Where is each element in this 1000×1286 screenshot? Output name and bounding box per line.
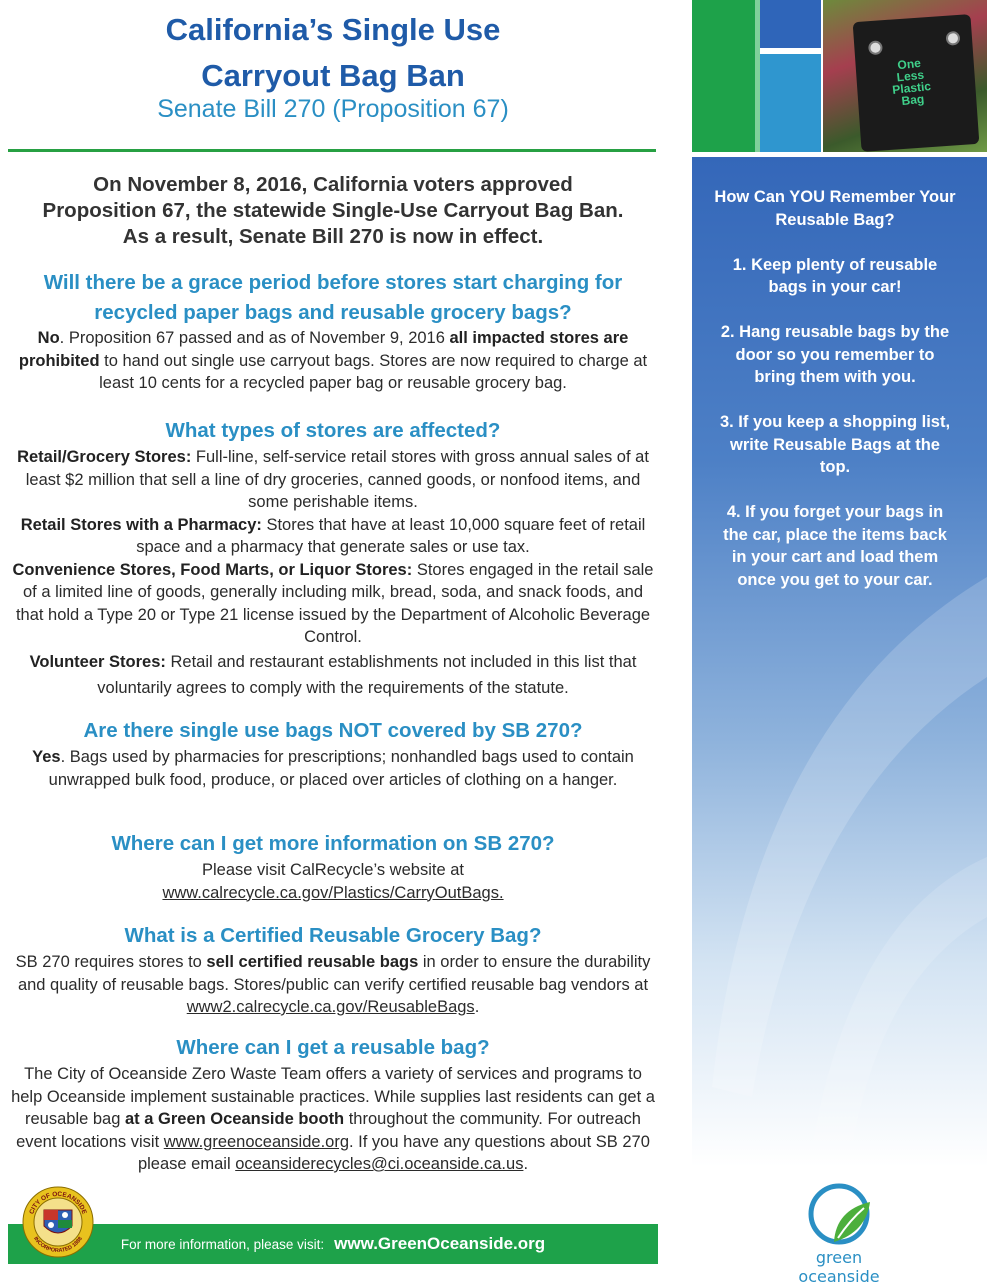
section-heading <box>8 268 658 328</box>
heading-line: Will there be a grace period before stores start charging for <box>43 271 623 294</box>
body-text: to hand out single use carryout bags. Stores are now required to charge at least 10 cents for a recycled paper bag or reusable grocery bag. <box>99 351 648 392</box>
body-text: . Proposition 67 passed and as of November 9, 2016 <box>59 329 450 347</box>
body-text: . If you have any questions about SB 270 please email <box>137 1132 650 1173</box>
store-type-text: Retail and restaurant establishments not included in this list that voluntarily agrees to comply with the requirements of the statute. <box>97 652 637 697</box>
blue-square <box>760 0 821 48</box>
section-heading: What is a Certified Reusable Grocery Bag? <box>124 924 542 947</box>
body-text: throughout the community. For outreach event locations visit <box>16 1110 641 1151</box>
intro-line: As a result, Senate Bill 270 is now in effect. <box>122 225 544 248</box>
store-type-label: Retail/Grocery Stores: <box>17 448 192 466</box>
store-type-label: Retail Stores with a Pharmacy: <box>20 515 262 534</box>
light-blue-square <box>760 54 821 152</box>
answer-bold: Yes <box>32 748 61 766</box>
city-seal-icon <box>22 1186 94 1258</box>
section-heading: Where can I get a reusable bag? <box>176 1036 490 1059</box>
section-not-covered <box>8 716 658 791</box>
green-oceanside-link[interactable]: www.greenoceanside.org <box>163 1132 350 1151</box>
section-store-types <box>8 416 658 701</box>
answer-bold: No <box>37 329 60 347</box>
body-text: . Bags used by pharmacies for prescriptions; nonhandled bags used to contain unwrapped bulk food, produce, or placed over articles of clothing on a hanger. <box>48 748 634 789</box>
bag-slogan: One Less Plastic Bag <box>891 55 932 109</box>
bag-grommet <box>868 40 883 55</box>
logo-text: green oceanside <box>798 1248 880 1286</box>
intro-line: On November 8, 2016, California voters approved <box>93 173 573 196</box>
body-bold: sell certified reusable bags <box>206 953 419 971</box>
seal-top-text: CITY OF OCEANSIDE <box>28 1190 88 1216</box>
body-text: SB 270 requires stores to <box>15 953 207 971</box>
tip-item: 3. If you keep a shopping list, write Reusable Bags at the top. <box>719 413 951 476</box>
section-grace-period <box>8 268 658 395</box>
intro-line: Proposition 67, the statewide Single-Use Carryout Bag Ban. <box>42 199 624 222</box>
green-oceanside-logo <box>774 1180 904 1286</box>
page-subtitle: Senate Bill 270 (Proposition 67) <box>157 95 509 123</box>
footer-bar <box>8 1224 658 1264</box>
tips-title: How Can YOU Remember Your Reusable Bag? <box>714 188 956 229</box>
tip-item: 4. If you forget your bags in the car, place the items back in your cart and load them once you get to your car. <box>723 503 947 589</box>
store-type-text: Stores engaged in the retail sale of a limited line of goods, generally including milk, bread, soda, and snack foods, and that hold a Type 20 or Type 21 license issued by the Department of Alcoholic Beverage Control. <box>15 560 654 646</box>
section-get-bag <box>8 1033 658 1176</box>
section-body <box>8 746 658 791</box>
body-text: in order to ensure the durability and quality of reusable bags. Stores/public can verify certified reusable bag vendors at <box>17 953 651 994</box>
green-bar <box>692 0 755 152</box>
store-type-item <box>8 559 658 649</box>
page-title-line2: Carryout Bag Ban <box>201 58 465 93</box>
section-body <box>8 1063 658 1176</box>
email-link[interactable]: oceansiderecycles@ci.oceanside.ca.us <box>235 1155 524 1173</box>
divider <box>8 149 656 152</box>
store-type-item <box>8 446 658 514</box>
body-text: . <box>523 1155 529 1173</box>
tip-item: 1. Keep plenty of reusable bags in your car! <box>732 255 938 296</box>
section-heading: Are there single use bags NOT covered by SB 270? <box>83 719 583 742</box>
heading-line: recycled paper bags and reusable grocery bags? <box>94 301 572 324</box>
store-type-item <box>8 514 658 559</box>
store-type-label: Volunteer Stores: <box>29 652 166 671</box>
body-bold: all impacted stores are prohibited <box>18 329 629 370</box>
calrecycle-link[interactable]: www.calrecycle.ca.gov/Plastics/CarryOutBags. <box>162 883 504 902</box>
intro-paragraph <box>8 172 658 250</box>
footer-text <box>8 1224 658 1264</box>
section-heading: Where can I get more information on SB 270? <box>111 832 555 855</box>
bag-grommet <box>946 31 961 46</box>
leaf-logo-icon <box>774 1180 904 1250</box>
section-more-info <box>8 829 658 904</box>
body-text: The City of Oceanside Zero Waste Team offers a variety of services and programs to help Oceanside implement sustainable practices. While supplies last residents can get a reusable bag <box>11 1065 655 1128</box>
right-sidebar <box>692 0 987 1286</box>
section-body <box>8 951 658 1019</box>
footer-url-link[interactable]: www.GreenOceanside.org <box>334 1234 546 1253</box>
section-certified-bag <box>8 921 658 1019</box>
store-type-label: Convenience Stores, Food Marts, or Liquor Stores: <box>12 560 413 579</box>
store-type-text: Full-line, self-service retail stores with gross annual sales of at least $2 million that sell a line of dry groceries, canned goods, or nonfood items, and some perishable items. <box>25 448 649 511</box>
section-body <box>8 327 658 395</box>
store-type-item <box>8 649 658 701</box>
store-type-text: Stores that have at least 10,000 square feet of retail space and a pharmacy that generate sales or use tax. <box>136 515 646 556</box>
seal-bottom-text: INCORPORATED 1888 <box>32 1236 84 1255</box>
tip-item: 2. Hang reusable bags by the door so you remember to bring them with you. <box>720 323 950 386</box>
footer-label: For more information, please visit: <box>120 1237 325 1252</box>
reusable-bags-link[interactable]: www2.calrecycle.ca.gov/ReusableBags <box>186 998 475 1016</box>
reusable-bag-photo <box>823 0 987 152</box>
tips-list <box>714 186 956 614</box>
page-title-line1: California’s Single Use <box>165 12 501 47</box>
section-heading: What types of stores are affected? <box>165 419 501 442</box>
body-bold: at a Green Oceanside booth <box>125 1110 345 1128</box>
body-text: . <box>474 998 480 1016</box>
body-text: Please visit CalRecycle’s website at <box>202 861 464 879</box>
